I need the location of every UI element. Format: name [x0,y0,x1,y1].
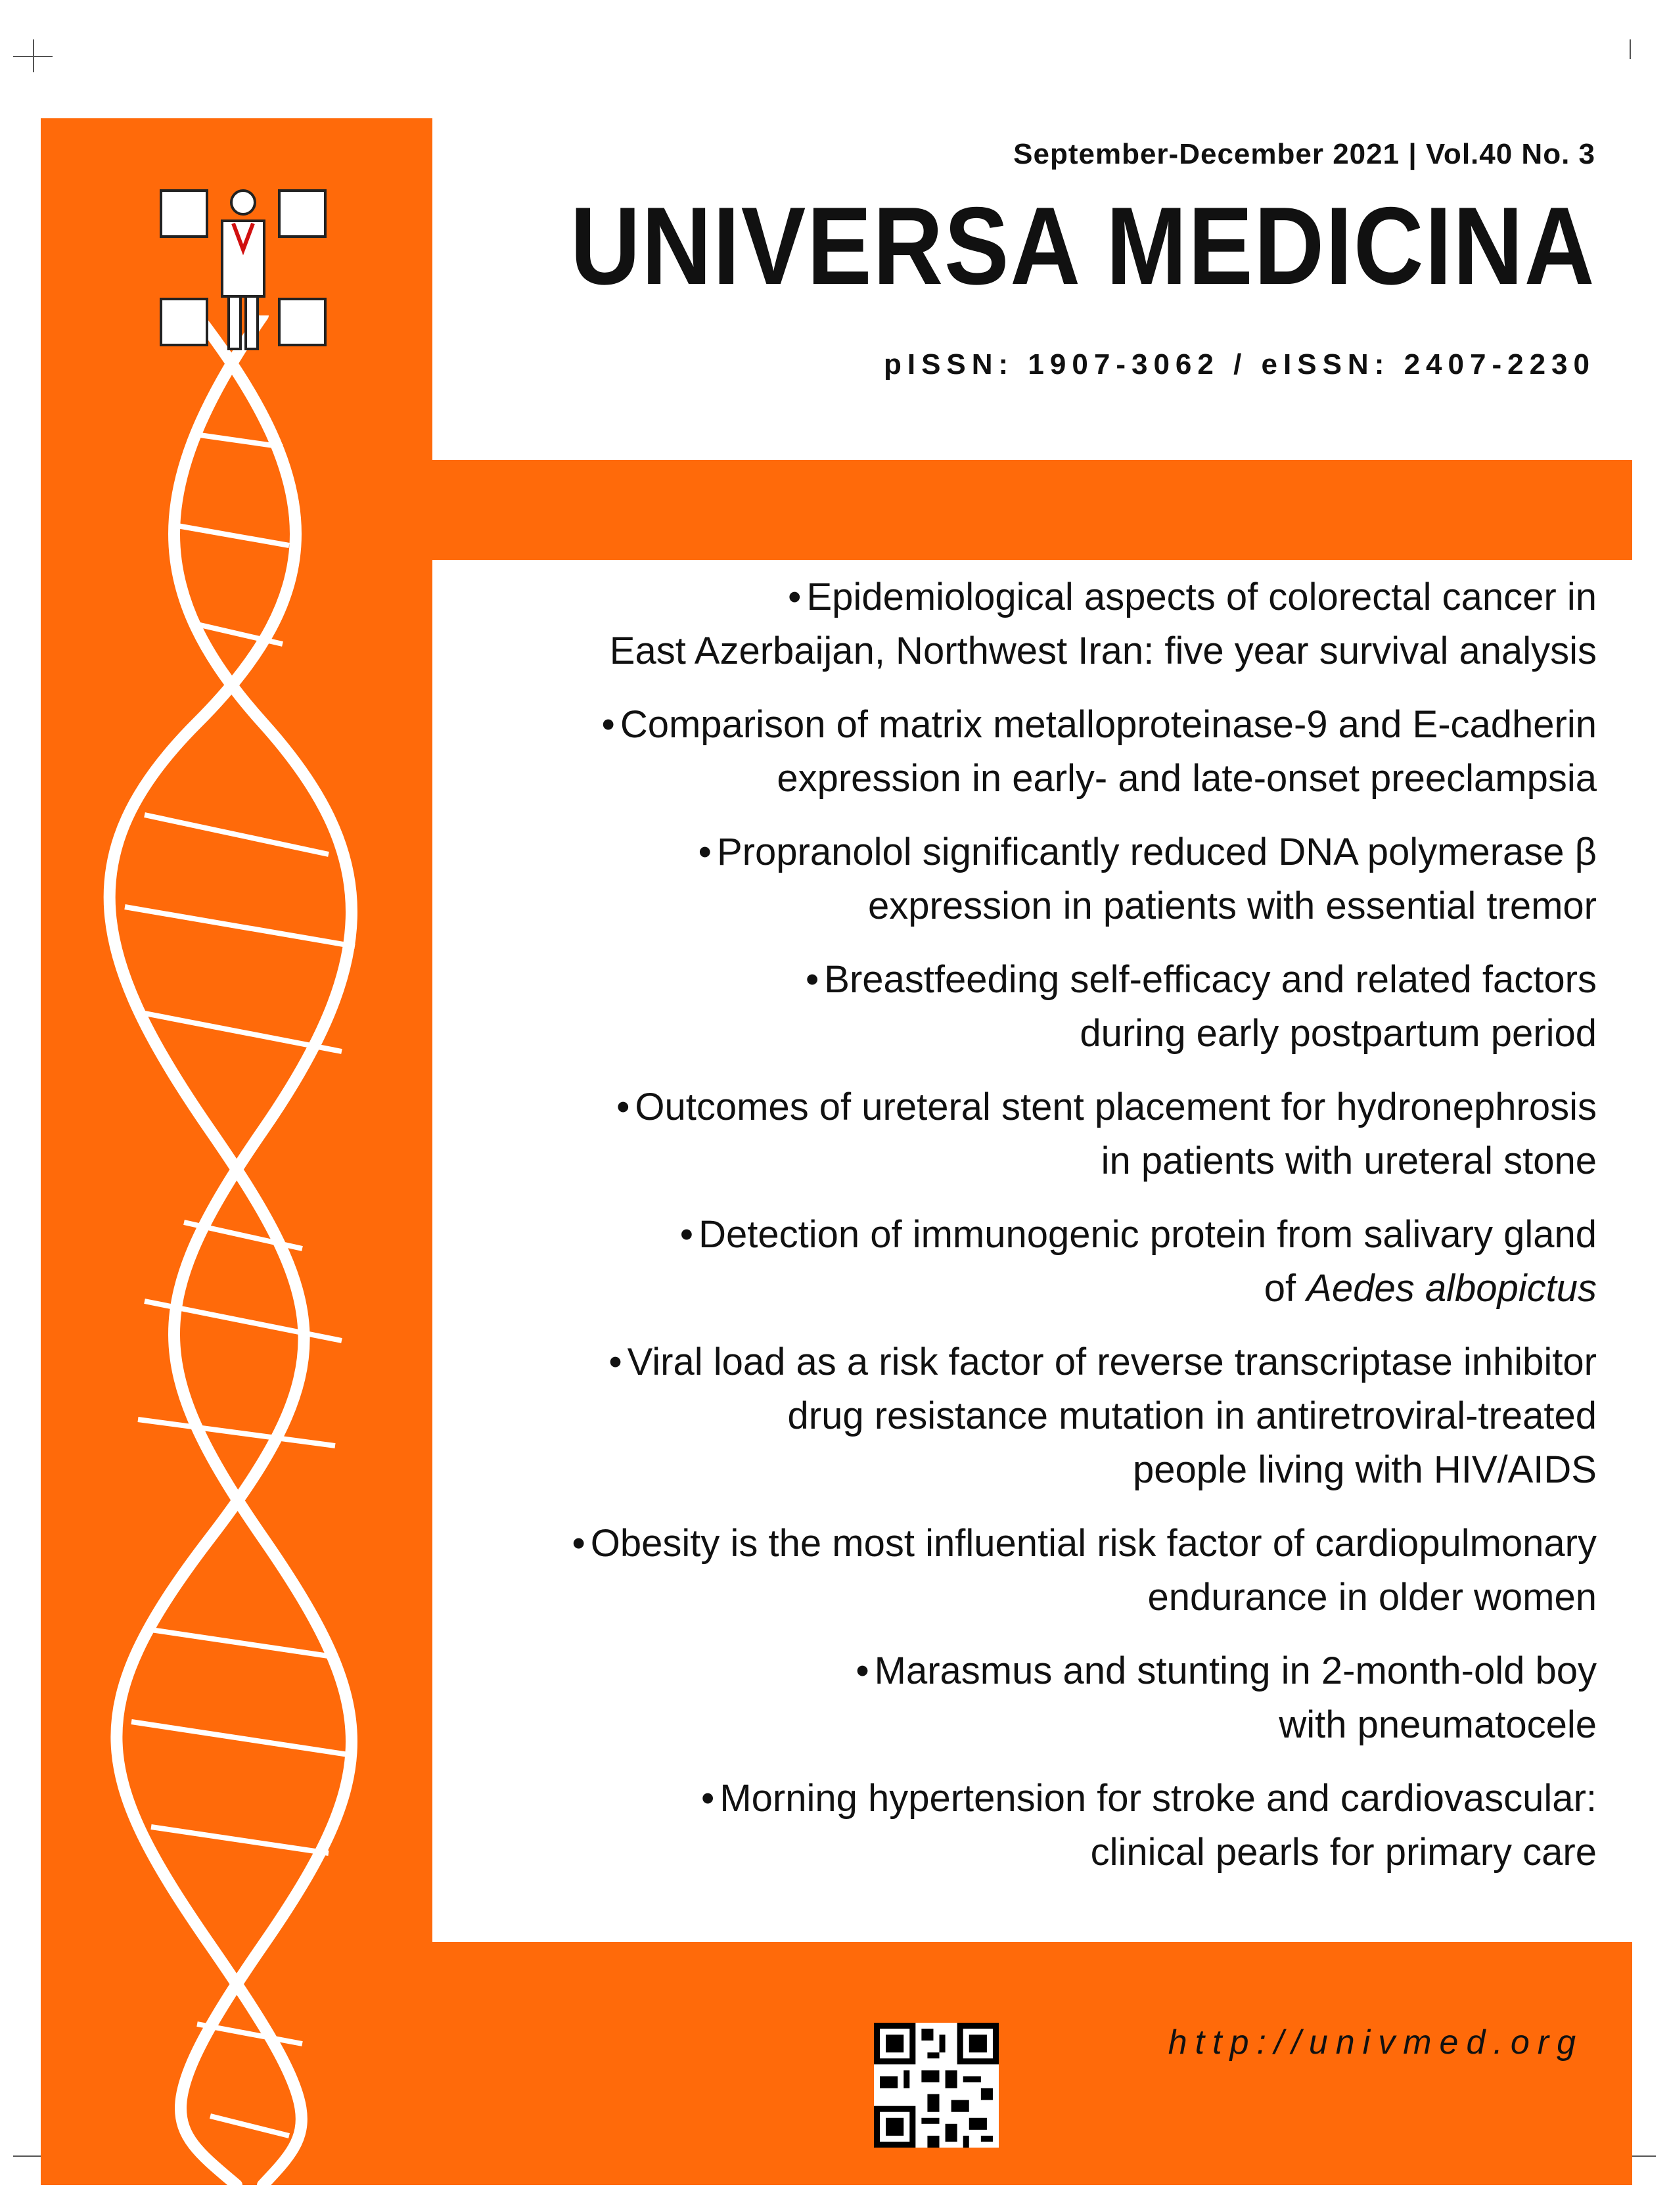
bullet: • [701,1777,715,1820]
article-line: people living with HIV/AIDS [1133,1448,1597,1491]
dna-illustration-icon [66,315,407,2185]
article-7 [414,1335,1597,1497]
article-line: Breastfeeding self-efficacy and related factors [824,958,1597,1001]
species-name: Aedes albopictus [1306,1267,1597,1310]
article-line: Morning hypertension for stroke and cardiovascular: [720,1777,1597,1820]
article-line: Marasmus and stunting in 2-month-old boy [874,1649,1597,1692]
article-line: drug resistance mutation in antiretroviral-treated [787,1394,1597,1437]
article-5 [414,1080,1597,1188]
top-orange-band [392,460,1632,560]
article-4 [414,953,1597,1061]
article-1 [414,570,1597,678]
article-3 [414,825,1597,933]
bottom-orange-band [392,1942,1632,2185]
article-line: Obesity is the most influential risk factor of cardiopulmonary [590,1522,1597,1565]
bullet: • [601,703,615,746]
crop-mark [33,39,34,72]
bullet: • [679,1213,694,1256]
article-6 [414,1208,1597,1316]
issue-info: September-December 2021 | Vol.40 No. 3 [1013,138,1595,170]
article-line: during early postpartum period [1080,1012,1597,1055]
bullet: • [616,1086,630,1128]
logo-icon [158,184,329,355]
qr-code-icon [874,2023,999,2148]
issn-info: pISSN: 1907-3062 / eISSN: 2407-2230 [883,348,1595,380]
bullet: • [698,831,712,873]
bullet: • [608,1341,622,1383]
article-line: with pneumatocele [1279,1703,1597,1746]
crop-mark [1630,39,1631,59]
article-line: endurance in older women [1147,1576,1597,1619]
bullet: • [805,958,819,1001]
bullet: • [788,576,802,618]
article-list [414,570,1597,1899]
article-line: Detection of immunogenic protein from salivary gland [698,1213,1597,1256]
article-line: in patients with ureteral stone [1101,1140,1597,1182]
article-line: Comparison of matrix metalloproteinase-9 and E-cadherin [620,703,1597,746]
article-10 [414,1772,1597,1879]
article-line: Outcomes of ureteral stent placement for hydronephrosis [635,1086,1597,1128]
bullet: • [856,1649,869,1692]
article-8 [414,1517,1597,1624]
article-line: of Aedes albopictus [1264,1267,1597,1310]
article-line: Epidemiological aspects of colorectal cancer in [806,576,1597,618]
article-2 [414,698,1597,806]
bullet: • [572,1522,585,1565]
article-line: expression in early- and late-onset preeclampsia [777,757,1597,800]
article-line: East Azerbaijan, Northwest Iran: five year survival analysis [609,630,1597,672]
article-line: Propranolol significantly reduced DNA polymerase β [716,831,1597,873]
article-9 [414,1644,1597,1752]
article-line: clinical pearls for primary care [1090,1831,1597,1874]
journal-title: UNIVERSA MEDICINA [570,184,1595,308]
journal-url[interactable]: http://univmed.org [1168,2023,1584,2062]
article-line: Viral load as a risk factor of reverse transcriptase inhibitor [627,1341,1597,1383]
article-line: expression in patients with essential tremor [868,885,1597,927]
